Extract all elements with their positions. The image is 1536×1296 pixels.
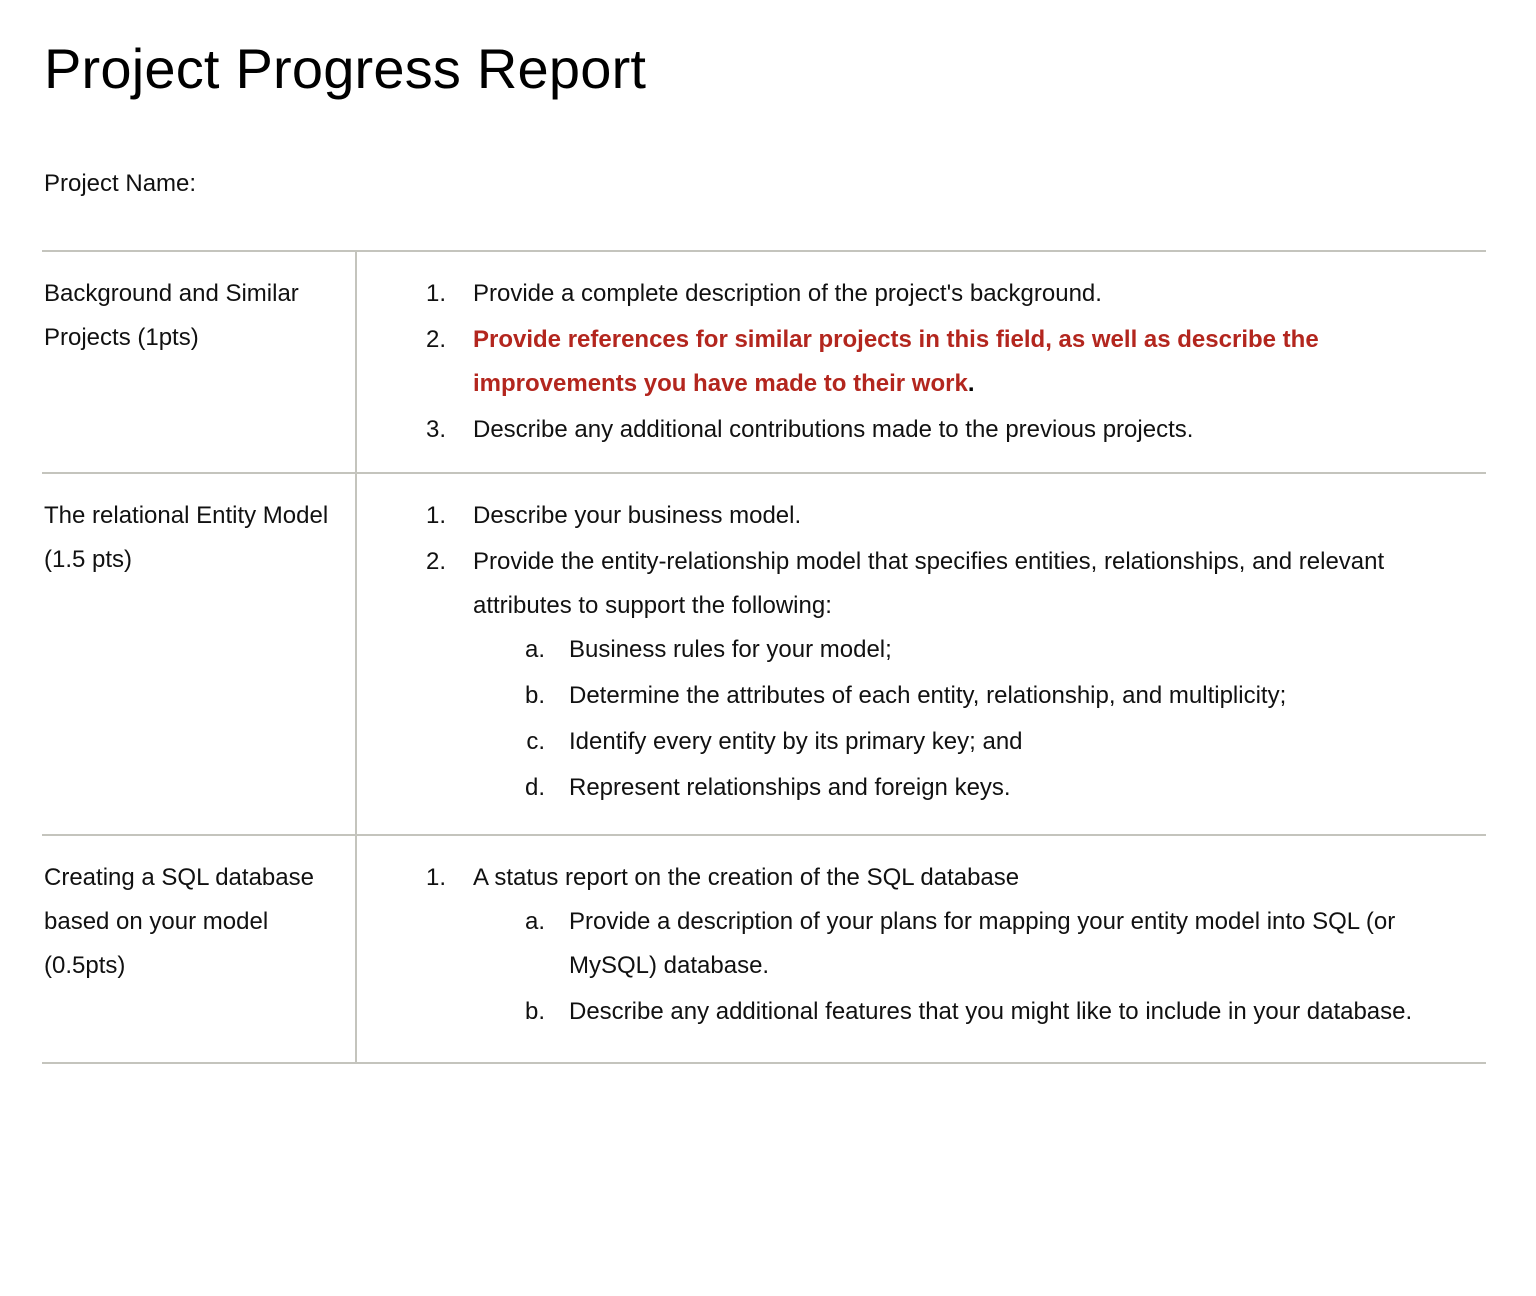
sub-item-letter: d.	[524, 774, 545, 801]
item-number: 2.	[425, 548, 446, 575]
sub-item-text: Determine the attributes of each entity, relationship, and multiplicity;	[569, 682, 1287, 709]
sentence-period: .	[967, 370, 975, 397]
sub-list-item	[473, 990, 1456, 1034]
sub-item-letter: b.	[524, 682, 545, 709]
sub-item-letter: a.	[524, 908, 545, 935]
sub-requirements-list	[473, 900, 1456, 1034]
item-text: Describe any additional contributions made to the previous projects.	[473, 416, 1194, 443]
table-row-background	[42, 251, 1486, 473]
highlighted-requirement-text: Provide references for similar projects in this field, as well as describe the improvements you have made to their work	[473, 326, 1319, 397]
sub-list-item	[473, 674, 1456, 718]
item-text-container	[473, 540, 1466, 812]
section-label: The relational Entity Model (1.5 pts)	[44, 502, 329, 573]
table-row-entity-model	[42, 473, 1486, 835]
sub-list-item	[473, 720, 1456, 764]
requirements-list	[357, 252, 1486, 472]
sub-item-text: Represent relationships and foreign keys.	[569, 774, 1011, 801]
item-number: 3.	[425, 416, 446, 443]
section-label-cell	[42, 835, 356, 1063]
sub-item-text: Business rules for your model;	[569, 636, 892, 663]
sub-list-item	[473, 900, 1456, 988]
sub-list-item	[473, 628, 1456, 672]
section-label-cell	[42, 473, 356, 835]
item-number: 1.	[425, 280, 446, 307]
list-item	[357, 318, 1466, 406]
list-item	[357, 408, 1466, 452]
list-item	[357, 540, 1466, 812]
section-content-cell	[356, 835, 1486, 1063]
item-text-container	[473, 318, 1466, 406]
item-text: Provide the entity-relationship model that specifies entities, relationships, and relevant attributes to support the following:	[473, 548, 1385, 619]
item-text: A status report on the creation of the SQL database	[473, 864, 1020, 891]
project-name-label: Project Name:	[44, 170, 197, 197]
list-item	[357, 272, 1466, 316]
section-label-cell	[42, 251, 356, 473]
section-content-cell	[356, 251, 1486, 473]
section-label: Creating a SQL database based on your model (0.5pts)	[44, 864, 314, 979]
section-content-cell	[356, 473, 1486, 835]
requirements-list	[357, 836, 1486, 1062]
sub-item-letter: b.	[524, 998, 545, 1025]
sub-requirements-list	[473, 628, 1456, 810]
item-number: 1.	[425, 864, 446, 891]
list-item	[357, 856, 1466, 1036]
sub-item-text: Identify every entity by its primary key; and	[569, 728, 1023, 755]
sub-item-text: Describe any additional features that you might like to include in your database.	[569, 998, 1413, 1025]
sub-item-letter: a.	[524, 636, 545, 663]
sub-item-text: Provide a description of your plans for mapping your entity model into SQL (or MySQL) database.	[569, 908, 1396, 979]
item-text-container	[473, 856, 1466, 1036]
item-number: 1.	[425, 502, 446, 529]
table-row-sql-database	[42, 835, 1486, 1063]
sub-item-letter: c.	[526, 728, 545, 755]
section-label: Background and Similar Projects (1pts)	[44, 280, 299, 351]
item-number: 2.	[425, 326, 446, 353]
list-item	[357, 494, 1466, 538]
report-table	[42, 250, 1486, 1064]
item-text: Describe your business model.	[473, 502, 802, 529]
page-title: Project Progress Report	[44, 37, 647, 100]
item-text: Provide a complete description of the project's background.	[473, 280, 1102, 307]
sub-list-item	[473, 766, 1456, 810]
requirements-list	[357, 474, 1486, 834]
